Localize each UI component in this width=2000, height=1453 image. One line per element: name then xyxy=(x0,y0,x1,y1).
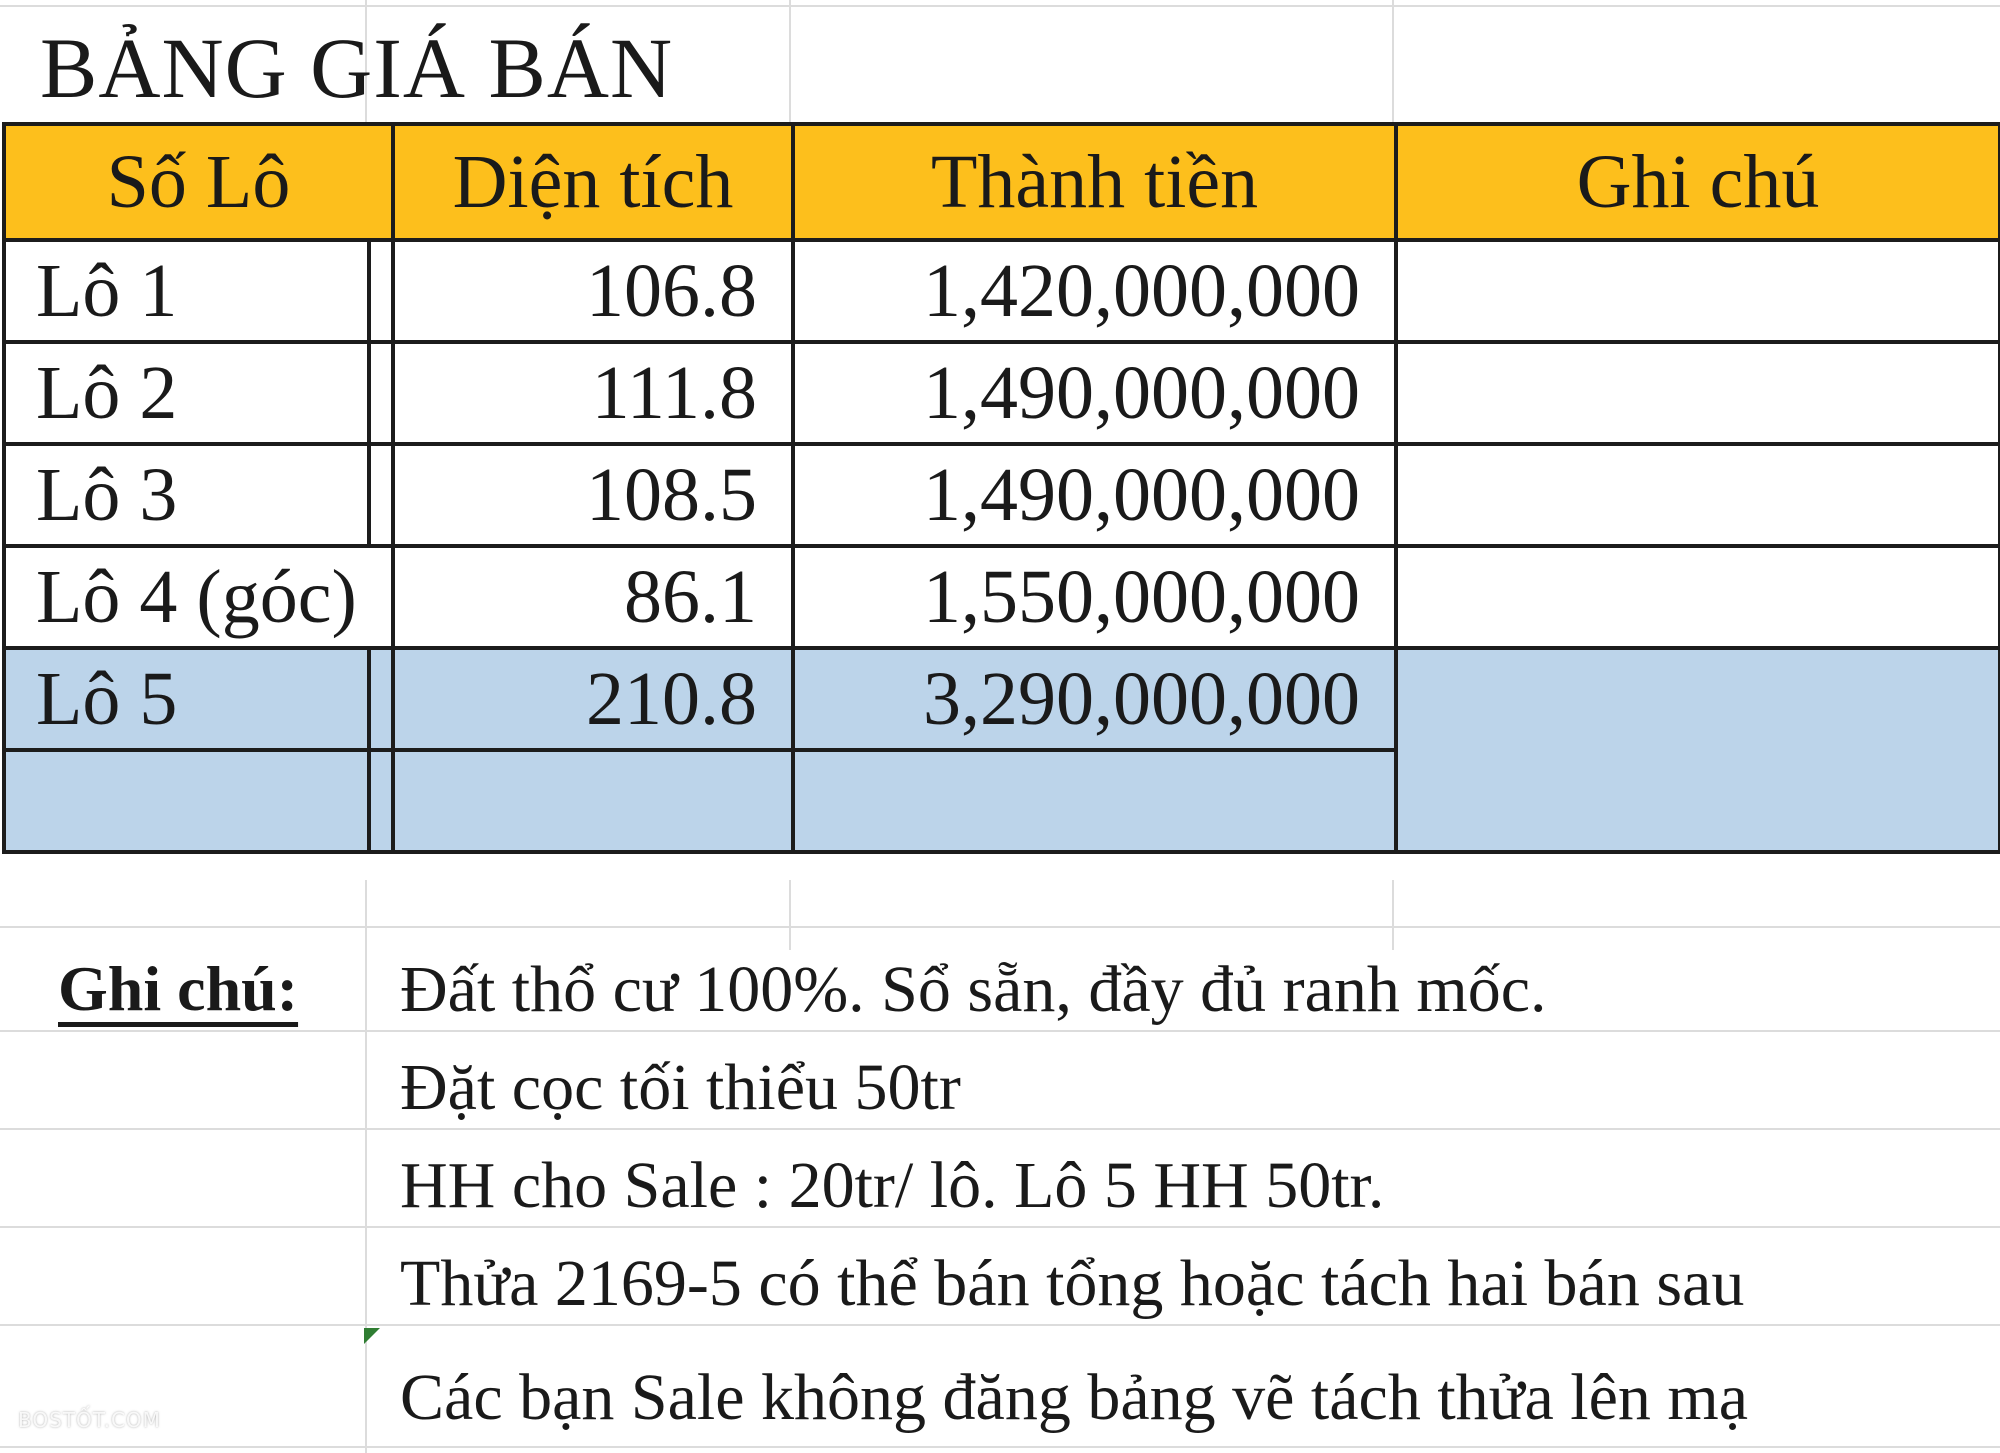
note-line: Đặt cọc tối thiểu 50tr xyxy=(400,1051,961,1124)
cell-spacer[interactable] xyxy=(369,444,393,546)
cell-spacer[interactable] xyxy=(369,342,393,444)
note-line: HH cho Sale : 20tr/ lô. Lô 5 HH 50tr. xyxy=(400,1149,1385,1222)
cell-note[interactable] xyxy=(1396,546,2000,648)
cell-price[interactable]: 1,420,000,000 xyxy=(793,240,1396,342)
cell-price[interactable]: 1,490,000,000 xyxy=(793,444,1396,546)
cell-lot[interactable]: Lô 5 xyxy=(4,648,369,750)
cell-area[interactable] xyxy=(393,750,793,852)
table-row xyxy=(4,240,2000,342)
table-header-row xyxy=(4,124,2000,240)
cell-spacer[interactable] xyxy=(369,750,393,852)
cell-price[interactable]: 3,290,000,000 xyxy=(793,648,1396,750)
cell-note[interactable] xyxy=(1396,342,2000,444)
cell-note[interactable] xyxy=(1396,240,2000,342)
note-line: Đất thổ cư 100%. Sổ sẵn, đầy đủ ranh mốc. xyxy=(400,953,1547,1026)
gridline xyxy=(0,1446,2000,1448)
cell-comment-marker xyxy=(364,1328,380,1344)
header-lot[interactable]: Số Lô xyxy=(4,124,393,240)
header-price[interactable]: Thành tiền xyxy=(793,124,1396,240)
header-note[interactable]: Ghi chú xyxy=(1396,124,2000,240)
cell-area[interactable]: 111.8 xyxy=(393,342,793,444)
gridline xyxy=(0,926,2000,928)
cell-area[interactable]: 86.1 xyxy=(393,546,793,648)
table-row xyxy=(4,546,2000,648)
gridline xyxy=(1392,0,1394,122)
cell-area[interactable]: 108.5 xyxy=(393,444,793,546)
cell-lot[interactable]: Lô 2 xyxy=(4,342,369,444)
cell-note[interactable] xyxy=(1396,648,2000,852)
cell-lot[interactable]: Lô 3 xyxy=(4,444,369,546)
price-table xyxy=(2,122,2000,854)
gridline xyxy=(0,5,2000,7)
cell-area[interactable]: 210.8 xyxy=(393,648,793,750)
notes-label: Ghi chú: xyxy=(58,953,299,1024)
cell-lot[interactable]: Lô 1 xyxy=(4,240,369,342)
gridline xyxy=(0,1030,2000,1032)
gridline xyxy=(0,1226,2000,1228)
cell-spacer[interactable] xyxy=(369,546,393,648)
cell-spacer[interactable] xyxy=(369,240,393,342)
header-area[interactable]: Diện tích xyxy=(393,124,793,240)
table-row-selected xyxy=(4,648,2000,750)
gridline xyxy=(365,880,367,1453)
page-title: BẢNG GIÁ BÁN xyxy=(40,20,674,116)
gridline xyxy=(0,1324,2000,1326)
watermark: BOSTỐT.COM xyxy=(18,1408,161,1432)
cell-spacer[interactable] xyxy=(369,648,393,750)
cell-price[interactable]: 1,490,000,000 xyxy=(793,342,1396,444)
gridline xyxy=(789,880,791,950)
table-row xyxy=(4,444,2000,546)
cell-lot[interactable] xyxy=(4,750,369,852)
cell-price[interactable]: 1,550,000,000 xyxy=(793,546,1396,648)
gridline xyxy=(1392,880,1394,950)
gridline xyxy=(0,1128,2000,1130)
gridline xyxy=(789,0,791,122)
cell-lot[interactable]: Lô 4 (góc) xyxy=(4,546,369,648)
cell-price[interactable] xyxy=(793,750,1396,852)
table-row xyxy=(4,342,2000,444)
cell-note[interactable] xyxy=(1396,444,2000,546)
note-line: Thửa 2169-5 có thể bán tổng hoặc tách hai bán sau xyxy=(400,1247,1745,1320)
note-line: Các bạn Sale không đăng bảng vẽ tách thửa lên mạ xyxy=(400,1361,1749,1434)
cell-area[interactable]: 106.8 xyxy=(393,240,793,342)
